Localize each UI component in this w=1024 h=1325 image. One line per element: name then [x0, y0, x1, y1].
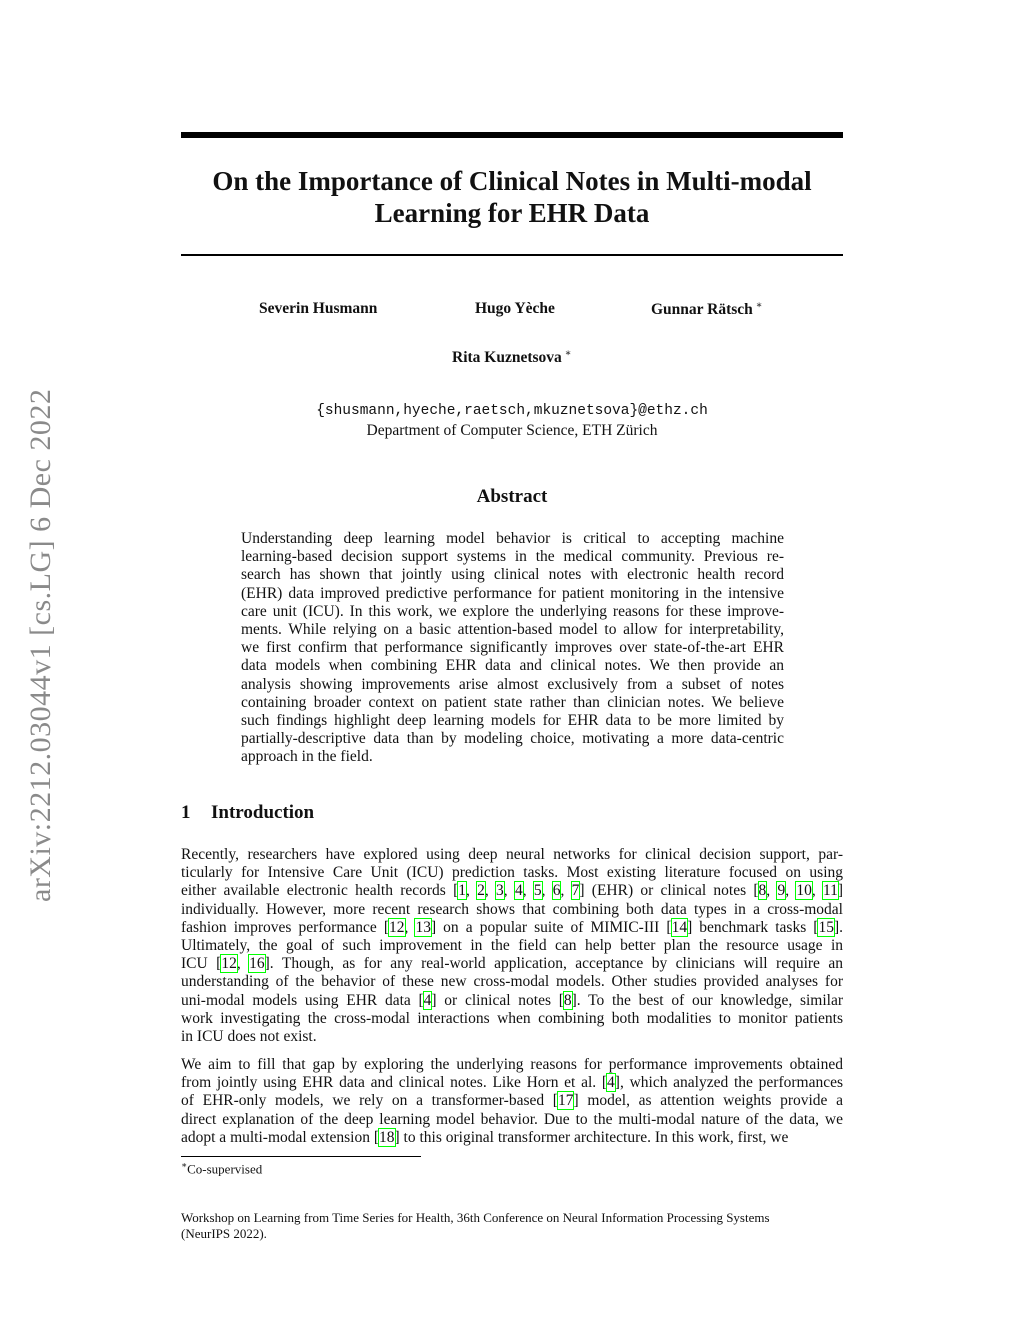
citation-link[interactable]: 8: [563, 991, 572, 1009]
section-heading: [181, 802, 314, 824]
arxiv-stamp: arXiv:2212.03044v1 [cs.LG] 6 Dec 2022: [24, 388, 57, 902]
author-name: Gunnar Rätsch: [651, 301, 753, 319]
intro-paragraph-1: [181, 846, 843, 1046]
text-line: analysis showing improvements arise almost exclusively from a subset of notes: [241, 675, 784, 693]
title-line: Learning for EHR Data: [374, 198, 650, 228]
citation-link[interactable]: 5: [533, 882, 542, 900]
text-line: search has shown that jointly using clinical notes with electronic health record: [241, 566, 784, 584]
text-line: learning-based decision support systems in the medical community. Previous re-: [241, 548, 784, 566]
citation-link[interactable]: 3: [496, 882, 504, 900]
text-line: partially-descriptive data than by modeling choice, motivating a more data-centric: [241, 730, 784, 748]
text-line: we first confirm that performance significantly improves over state-of-the-art EHR: [241, 639, 784, 657]
citation-link[interactable]: 13: [415, 918, 431, 936]
section-number: 1: [181, 802, 191, 823]
citation-link[interactable]: 14: [671, 918, 688, 936]
citation-link[interactable]: 12: [221, 955, 237, 973]
citation-link[interactable]: 7: [571, 882, 580, 900]
text-line: approach in the field.: [241, 748, 373, 766]
venue-line: Workshop on Learning from Time Series for Health, 36th Conference on Neural Information Processing Systems: [181, 1210, 770, 1225]
intro-paragraph-2: [181, 1056, 843, 1147]
footnote-mark: ∗: [181, 1160, 188, 1170]
author-4: [452, 348, 572, 367]
citation-link[interactable]: 18: [379, 1128, 395, 1146]
citation-link[interactable]: 11: [822, 882, 838, 900]
author-mark: ∗: [755, 300, 763, 311]
citation-link[interactable]: 6: [552, 882, 561, 900]
text-line: of EHR-only models, we rely on a transformer-based [17] model, as attention weights provide a: [181, 1092, 844, 1110]
affiliation: Department of Computer Science, ETH Zürich: [366, 422, 658, 439]
author-name: Severin Husmann: [259, 300, 378, 317]
author-name: Hugo Yèche: [475, 300, 555, 317]
text-line: Understanding deep learning model behavior is critical to accepting machine: [241, 530, 784, 547]
footnote-text: Co-supervised: [187, 1161, 263, 1177]
citation-link[interactable]: 9: [777, 882, 786, 900]
text-line: understanding of the behavior of these new cross-modal models. Other studies provided analyses for: [181, 973, 843, 991]
abstract-heading: Abstract: [476, 486, 548, 507]
text-line: in ICU does not exist.: [181, 1028, 317, 1046]
author-name: Rita Kuznetsova: [452, 349, 562, 367]
citation-link[interactable]: 4: [514, 882, 523, 900]
title-rule-top: [181, 132, 843, 138]
abstract-body: [241, 530, 784, 767]
venue-line: (NeurIPS 2022).: [181, 1226, 267, 1241]
citation-link[interactable]: 12: [389, 918, 405, 936]
text-line: work investigating the cross-modal interactions when combining both modalities to monitor patients: [181, 1009, 843, 1027]
text-line: individually. However, more recent research shows that combining both data types in a cross-modal: [181, 900, 843, 918]
text-line: Recently, researchers have explored using deep neural networks for clinical decision support, par-: [181, 846, 843, 863]
text-line: care unit (ICU). In this work, we explore the underlying reasons for these improve-: [241, 602, 784, 620]
text-line: ICU [12, 16]. Though, as for any real-world application, acceptance by clinicians will require an: [181, 955, 844, 973]
citation-link[interactable]: 1: [458, 882, 467, 900]
text-line: from jointly using EHR data and clinical notes. Like Horn et al. [4], which analyzed the performances: [181, 1074, 843, 1092]
text-line: such findings highlight deep learning models for EHR data to be more limited by: [241, 712, 784, 730]
text-line: Ultimately, the goal of such improvement in the field can help better plan the resource usage in: [181, 937, 843, 955]
author-1: [259, 300, 377, 318]
text-line: data models when combining EHR data and clinical notes. We then provide an: [241, 657, 784, 675]
author-emails: {shusmann,hyeche,raetsch,mkuznetsova}@ethz.ch: [316, 403, 708, 419]
footnote: [181, 1160, 262, 1177]
text-line: uni-modal models using EHR data [4] or clinical notes [8]. To the best of our knowledge, similar: [181, 991, 843, 1009]
citation-link[interactable]: 4: [423, 991, 432, 1009]
text-line: ments. While relying on a basic attention-based model to allow for interpretability,: [241, 621, 784, 639]
title-rule-bottom: [181, 254, 843, 256]
citation-link[interactable]: 4: [607, 1074, 615, 1092]
text-line: fashion improves performance [12, 13] on a popular suite of MIMIC-III [14] benchmark tasks [15].: [181, 918, 844, 936]
footnote-rule: [181, 1156, 421, 1157]
text-line: We aim to fill that gap by exploring the underlying reasons for performance improvements obtained: [181, 1056, 843, 1073]
paper-title: [181, 165, 843, 229]
text-line: direct explanation of the deep learning model behavior. Due to the multi-modal nature of the data, we: [181, 1110, 843, 1128]
author-2: [475, 300, 555, 318]
author-3: [651, 300, 763, 319]
citation-link[interactable]: 10: [796, 882, 812, 900]
title-line: On the Importance of Clinical Notes in Multi-modal: [212, 166, 812, 196]
citation-link[interactable]: 15: [818, 918, 834, 936]
text-line: (EHR) data improved predictive performance for patient monitoring in the intensive: [241, 584, 784, 602]
citation-link[interactable]: 8: [758, 882, 767, 900]
text-line: adopt a multi-modal extension [18] to this original transformer architecture. In this work, first, we: [181, 1128, 789, 1146]
author-mark: ∗: [564, 348, 572, 359]
citation-link[interactable]: 16: [249, 955, 265, 973]
text-line: containing broader context on patient state rather than clinician notes. We believe: [241, 693, 784, 711]
text-line: either available electronic health records [1, 2, 3, 4, 5, 6, 7] (EHR) or clinical notes [8, 9, 10, 11]: [181, 882, 844, 900]
text-line: ticularly for Intensive Care Unit (ICU) prediction tasks. Most existing literature focused on using: [181, 864, 843, 882]
citation-link[interactable]: 2: [477, 882, 485, 900]
citation-link[interactable]: 17: [557, 1092, 574, 1110]
section-title: Introduction: [211, 802, 315, 823]
venue-note: [181, 1210, 843, 1242]
